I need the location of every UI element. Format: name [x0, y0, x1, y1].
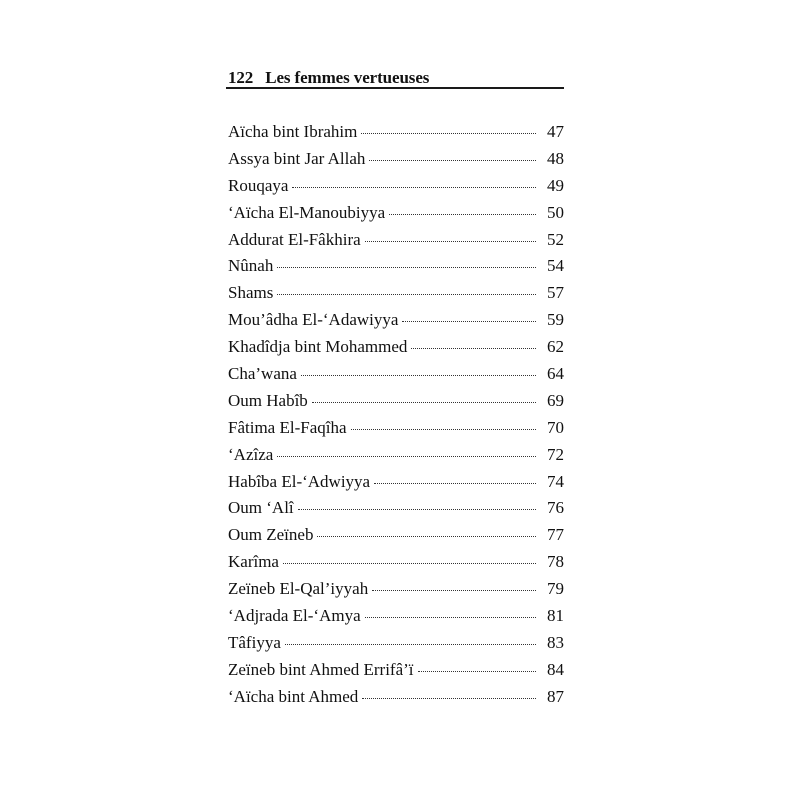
toc-entry: [228, 176, 564, 203]
toc-entry-title: Oum Habîb: [228, 390, 308, 410]
toc-entry-page: 57: [547, 283, 564, 303]
dot-leader: [365, 241, 536, 242]
toc-entry: [228, 364, 564, 391]
toc-entry-page: 72: [547, 444, 564, 464]
toc-entry-title: Zeïneb El-Qal’iyyah: [228, 579, 369, 599]
toc-entry-page: 76: [547, 498, 564, 518]
toc-entry-title: Habîba El-‘Adwiyya: [228, 471, 371, 491]
toc-entry-page: 50: [547, 202, 564, 222]
toc-entry-page: 84: [547, 659, 564, 679]
dot-leader: [402, 321, 536, 322]
toc-entry-title: Khadîdja bint Mohammed: [228, 337, 408, 357]
toc-entry: [228, 687, 564, 714]
toc-entry-title: Zeïneb bint Ahmed Errifâ’ï: [228, 659, 414, 679]
toc-entry-title: Oum ‘Alî: [228, 498, 294, 518]
toc-entry-page: 52: [547, 229, 564, 249]
toc-entry: [228, 445, 564, 472]
table-of-contents: [228, 122, 564, 714]
running-header: [228, 62, 564, 88]
toc-entry: [228, 552, 564, 579]
dot-leader: [418, 671, 536, 672]
toc-entry-page: 87: [547, 686, 564, 706]
toc-entry-page: 62: [547, 337, 564, 357]
toc-entry: [228, 337, 564, 364]
toc-entry-title: ‘Aïcha bint Ahmed: [228, 686, 359, 706]
toc-entry-page: 54: [547, 256, 564, 276]
dot-leader: [372, 590, 536, 591]
toc-entry-title: ‘Azîza: [228, 444, 274, 464]
toc-entry: [228, 230, 564, 257]
toc-entry-title: Addurat El-Fâkhira: [228, 229, 361, 249]
toc-entry-title: Shams: [228, 283, 274, 303]
toc-entry: [228, 122, 564, 149]
toc-entry: [228, 391, 564, 418]
toc-entry: [228, 660, 564, 687]
dot-leader: [285, 644, 536, 645]
toc-entry-page: 47: [547, 122, 564, 141]
dot-leader: [351, 429, 536, 430]
dot-leader: [277, 456, 536, 457]
toc-entry-page: 59: [547, 310, 564, 330]
toc-entry-page: 49: [547, 175, 564, 195]
toc-entry-title: Tâfiyya: [228, 632, 281, 652]
toc-entry-page: 77: [547, 525, 564, 545]
page-number: 122: [228, 68, 254, 87]
dot-leader: [277, 267, 536, 268]
dot-leader: [369, 160, 536, 161]
toc-entry-page: 70: [547, 417, 564, 437]
toc-entry-page: 78: [547, 552, 564, 572]
dot-leader: [277, 294, 536, 295]
toc-entry: [228, 418, 564, 445]
toc-entry-page: 48: [547, 148, 564, 168]
toc-entry-page: 64: [547, 364, 564, 384]
dot-leader: [389, 214, 536, 215]
dot-leader: [283, 563, 536, 564]
toc-entry: [228, 498, 564, 525]
toc-entry: [228, 283, 564, 310]
toc-entry-title: Karîma: [228, 552, 279, 572]
dot-leader: [365, 617, 536, 618]
toc-entry-page: 69: [547, 390, 564, 410]
dot-leader: [362, 698, 536, 699]
toc-entry: [228, 633, 564, 660]
toc-entry-title: Oum Zeïneb: [228, 525, 314, 545]
dot-leader: [298, 509, 536, 510]
toc-entry: [228, 256, 564, 283]
dot-leader: [361, 133, 536, 134]
dot-leader: [374, 483, 536, 484]
toc-entry: [228, 606, 564, 633]
dot-leader: [292, 187, 536, 188]
toc-entry-title: Cha’wana: [228, 364, 297, 384]
dot-leader: [411, 348, 536, 349]
toc-entry-page: 74: [547, 471, 564, 491]
dot-leader: [312, 402, 536, 403]
toc-entry-title: Assya bint Jar Allah: [228, 148, 366, 168]
book-title: Les femmes vertueuses: [265, 68, 430, 87]
toc-entry-title: Aïcha bint Ibrahim: [228, 122, 358, 141]
toc-entry-page: 83: [547, 632, 564, 652]
toc-entry-title: ‘Aïcha El-Manoubiyya: [228, 202, 386, 222]
toc-entry-title: ‘Adjrada El-‘Amya: [228, 606, 361, 626]
dot-leader: [317, 536, 536, 537]
header-rule: [226, 87, 564, 89]
dot-leader: [301, 375, 536, 376]
toc-entry-title: Nûnah: [228, 256, 274, 276]
toc-entry: [228, 525, 564, 552]
toc-entry: [228, 579, 564, 606]
toc-entry: [228, 310, 564, 337]
toc-entry: [228, 472, 564, 499]
toc-entry-title: Mou’âdha El-‘Adawiyya: [228, 310, 399, 330]
toc-entry-title: Rouqaya: [228, 175, 289, 195]
toc-entry-page: 81: [547, 606, 564, 626]
toc-entry-title: Fâtima El-Faqîha: [228, 417, 347, 437]
toc-entry-page: 79: [547, 579, 564, 599]
toc-entry: [228, 149, 564, 176]
toc-entry: [228, 203, 564, 230]
